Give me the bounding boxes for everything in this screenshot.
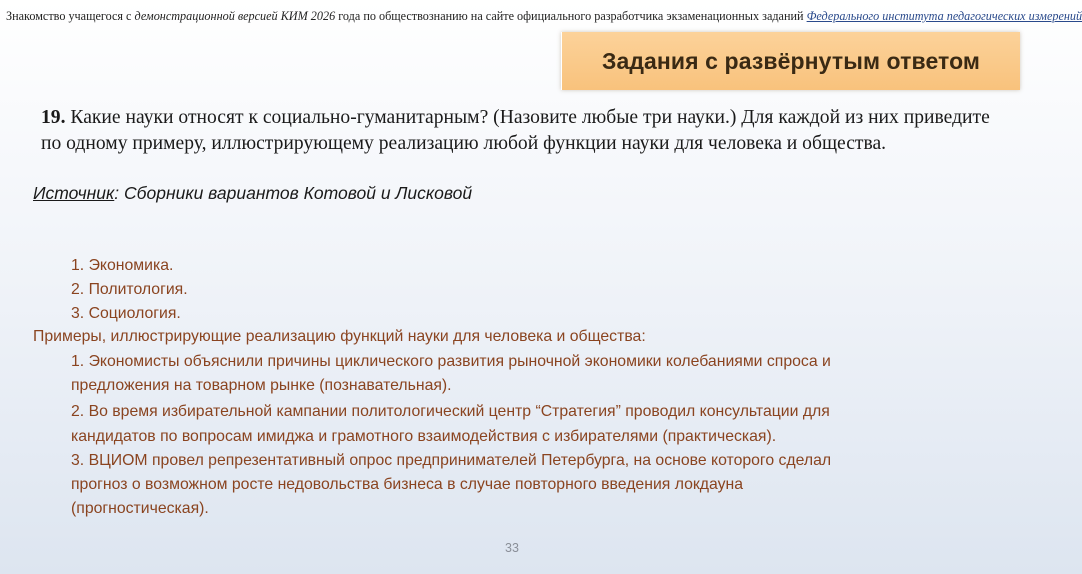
- example-line: прогноз о возможном росте недовольства бизнеса в случае повторного введения локдауна: [71, 476, 744, 493]
- section-title-banner: [561, 32, 1020, 90]
- example-line: 1. Экономисты объяснили причины циклического развития рыночной экономики колебаниями спроса и: [71, 353, 831, 370]
- section-title: Задания с развёрнутым ответом: [601, 47, 981, 74]
- examples-heading: Примеры, иллюстрирующие реализацию функций науки для человека и общества:: [33, 328, 646, 345]
- example-line: 3. ВЦИОМ провел репрезентативный опрос предпринимателей Петербурга, на основе которого сделал: [71, 452, 832, 469]
- science-item: 3. Социология.: [71, 305, 181, 322]
- header-note: [6, 9, 1082, 24]
- question-number: 19.: [41, 107, 66, 128]
- fipi-link[interactable]: Федерального института педагогических измерений: [806, 9, 1082, 23]
- question-block: [41, 105, 1001, 156]
- source-text: : Сборники вариантов Котовой и Лисковой: [114, 183, 473, 203]
- source-label: Источник: [33, 183, 115, 203]
- example-line: кандидатов по вопросам имиджа и грамотного взаимодействия с избирателями (практическая).: [71, 428, 777, 445]
- page-number: 33: [505, 541, 519, 555]
- example-line: предложения на товарном рынке (познавательная).: [71, 377, 452, 394]
- example-line: 2. Во время избирательной кампании политологический центр “Стратегия” проводил консультации для: [71, 403, 830, 420]
- question-text: Какие науки относят к социально-гуманитарным? (Назовите любые три науки.) Для каждой из них приведите по одному примеру, иллюстрирующему реализацию любой функции науки для человека и общества.: [41, 107, 990, 154]
- science-item: 1. Экономика.: [71, 257, 174, 274]
- header-note-text: Знакомство учащегося с: [6, 9, 135, 23]
- source-line: [33, 183, 472, 204]
- header-note-text-2: года по обществознанию на сайте официального разработчика экзаменационных заданий: [335, 9, 807, 23]
- example-line: (прогностическая).: [71, 500, 209, 517]
- science-item: 2. Политология.: [71, 281, 188, 298]
- header-note-italic: демонстрационной версией КИМ 2026: [134, 9, 336, 23]
